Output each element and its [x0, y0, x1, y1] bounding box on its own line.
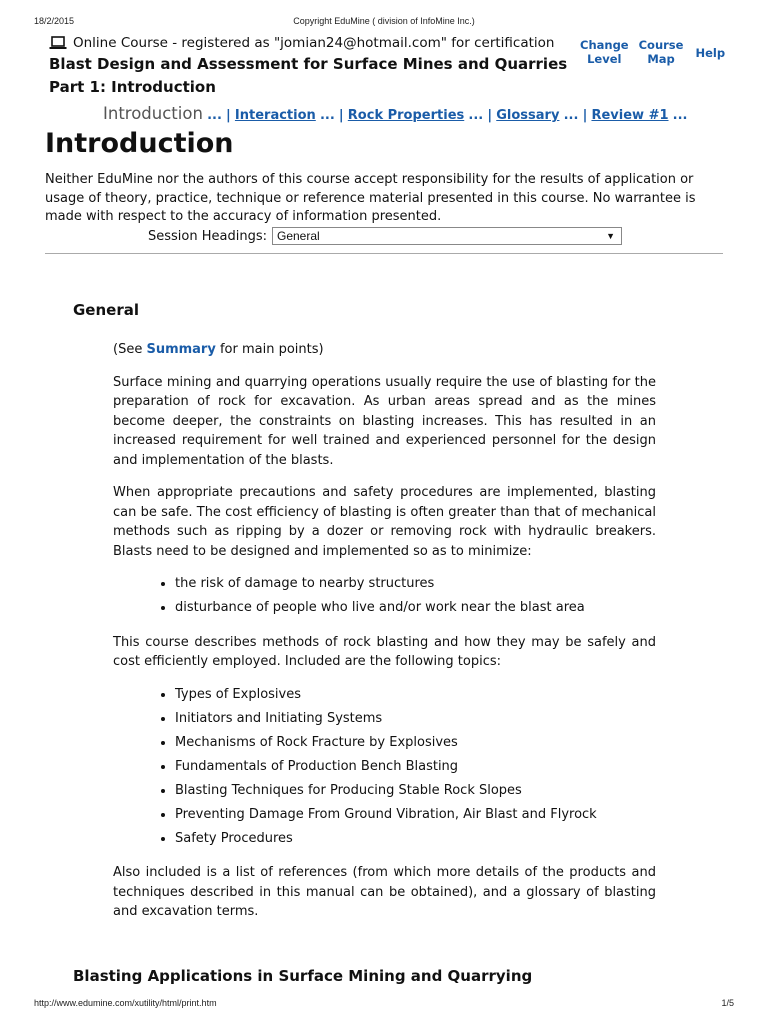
section-nav: Introduction ... | Interaction ... | Rock Properties ... | Glossary ... | Review #1 ... [103, 104, 688, 123]
nav-link-interaction[interactable]: Interaction [234, 108, 316, 123]
course-header [49, 34, 579, 97]
top-links [580, 38, 725, 66]
disclaimer: Neither EduMine nor the authors of this course accept responsibility for the results of application or usage of theory, practice, technique or reference material presented in this course. No warrantee is made with respect to the accuracy of information presented. [45, 172, 696, 224]
list-item: • Initiators and Initiating Systems [175, 709, 656, 729]
list-item: • the risk of damage to nearby structures [175, 574, 656, 594]
section-heading-blasting-applications: Blasting Applications in Surface Mining and Quarrying [73, 967, 533, 985]
section-heading-general: General [73, 301, 139, 319]
nav-link-rock-properties[interactable]: Rock Properties [347, 108, 465, 123]
see-summary-line: (See Summary for main points) [113, 342, 324, 357]
nav-link-glossary[interactable]: Glossary [496, 108, 560, 123]
paragraph: Also included is a list of references (from which more details of the products and techniques described in this manual can be obtained), and a glossary of blasting and excavation terms. [113, 865, 656, 919]
page-number: 1/5 [721, 998, 734, 1008]
print-header [34, 16, 734, 28]
summary-link[interactable]: Summary [146, 342, 216, 357]
laptop-icon [49, 36, 67, 50]
list-item: • Preventing Damage From Ground Vibration, Air Blast and Flyrock [175, 805, 656, 825]
print-copyright: Copyright EduMine ( division of InfoMine Inc.) [293, 16, 475, 26]
paragraph: When appropriate precautions and safety procedures are implemented, blasting can be safe. The cost efficiency of blasting is often greater than that of mechanical methods such as ripping by a dozer or removing rock with hydraulic breakers. Blasts need to be designed and implemented so as to minimize: [113, 485, 656, 559]
list-item: • disturbance of people who live and/or work near the blast area [175, 598, 656, 618]
general-content [113, 340, 656, 935]
list-item: • Safety Procedures [175, 829, 656, 849]
topics-list [113, 685, 656, 849]
session-headings-select[interactable] [272, 227, 622, 245]
registration-line [49, 34, 579, 52]
course-title: Blast Design and Assessment for Surface Mines and Quarries [49, 55, 568, 73]
page-title: Introduction [45, 128, 234, 159]
session-selected-value: General [276, 229, 320, 243]
help-link[interactable]: Help [695, 46, 726, 60]
session-headings-row [148, 227, 622, 245]
list-item: • Fundamentals of Production Bench Blasting [175, 757, 656, 777]
list-item: • Blasting Techniques for Producing Stable Rock Slopes [175, 781, 656, 801]
print-footer [34, 998, 734, 1010]
registration-text: Online Course - registered as "jomian24@hotmail.com" for certification [73, 35, 555, 51]
print-date: 18/2/2015 [34, 16, 75, 26]
divider [45, 253, 723, 254]
paragraph: This course describes methods of rock blasting and how they may be safely and cost efficiently employed. Included are the following topics: [113, 634, 656, 669]
part-title: Part 1: Introduction [49, 78, 216, 96]
dropdown-arrow-icon: ▼ [606, 231, 615, 241]
session-headings-label: Session Headings: [148, 228, 267, 244]
list-item: • Types of Explosives [175, 685, 656, 705]
list-item: • Mechanisms of Rock Fracture by Explosives [175, 733, 656, 753]
paragraph: Surface mining and quarrying operations usually require the use of blasting for the preparation of rock for excavation. As urban areas spread and as the mines become deeper, the constraints on blasting increases. This has resulted in an increased requirement for well trained and experienced personnel for the design and implementation of the blasts. [113, 374, 656, 468]
course-map-link[interactable]: Course Map [638, 38, 684, 66]
nav-current-introduction: Introduction [103, 104, 203, 123]
nav-link-review-1[interactable]: Review #1 [591, 108, 669, 123]
minimize-list [113, 574, 656, 618]
print-url: http://www.edumine.com/xutility/html/print.htm [34, 998, 217, 1008]
change-level-link[interactable]: Change Level [580, 38, 629, 66]
